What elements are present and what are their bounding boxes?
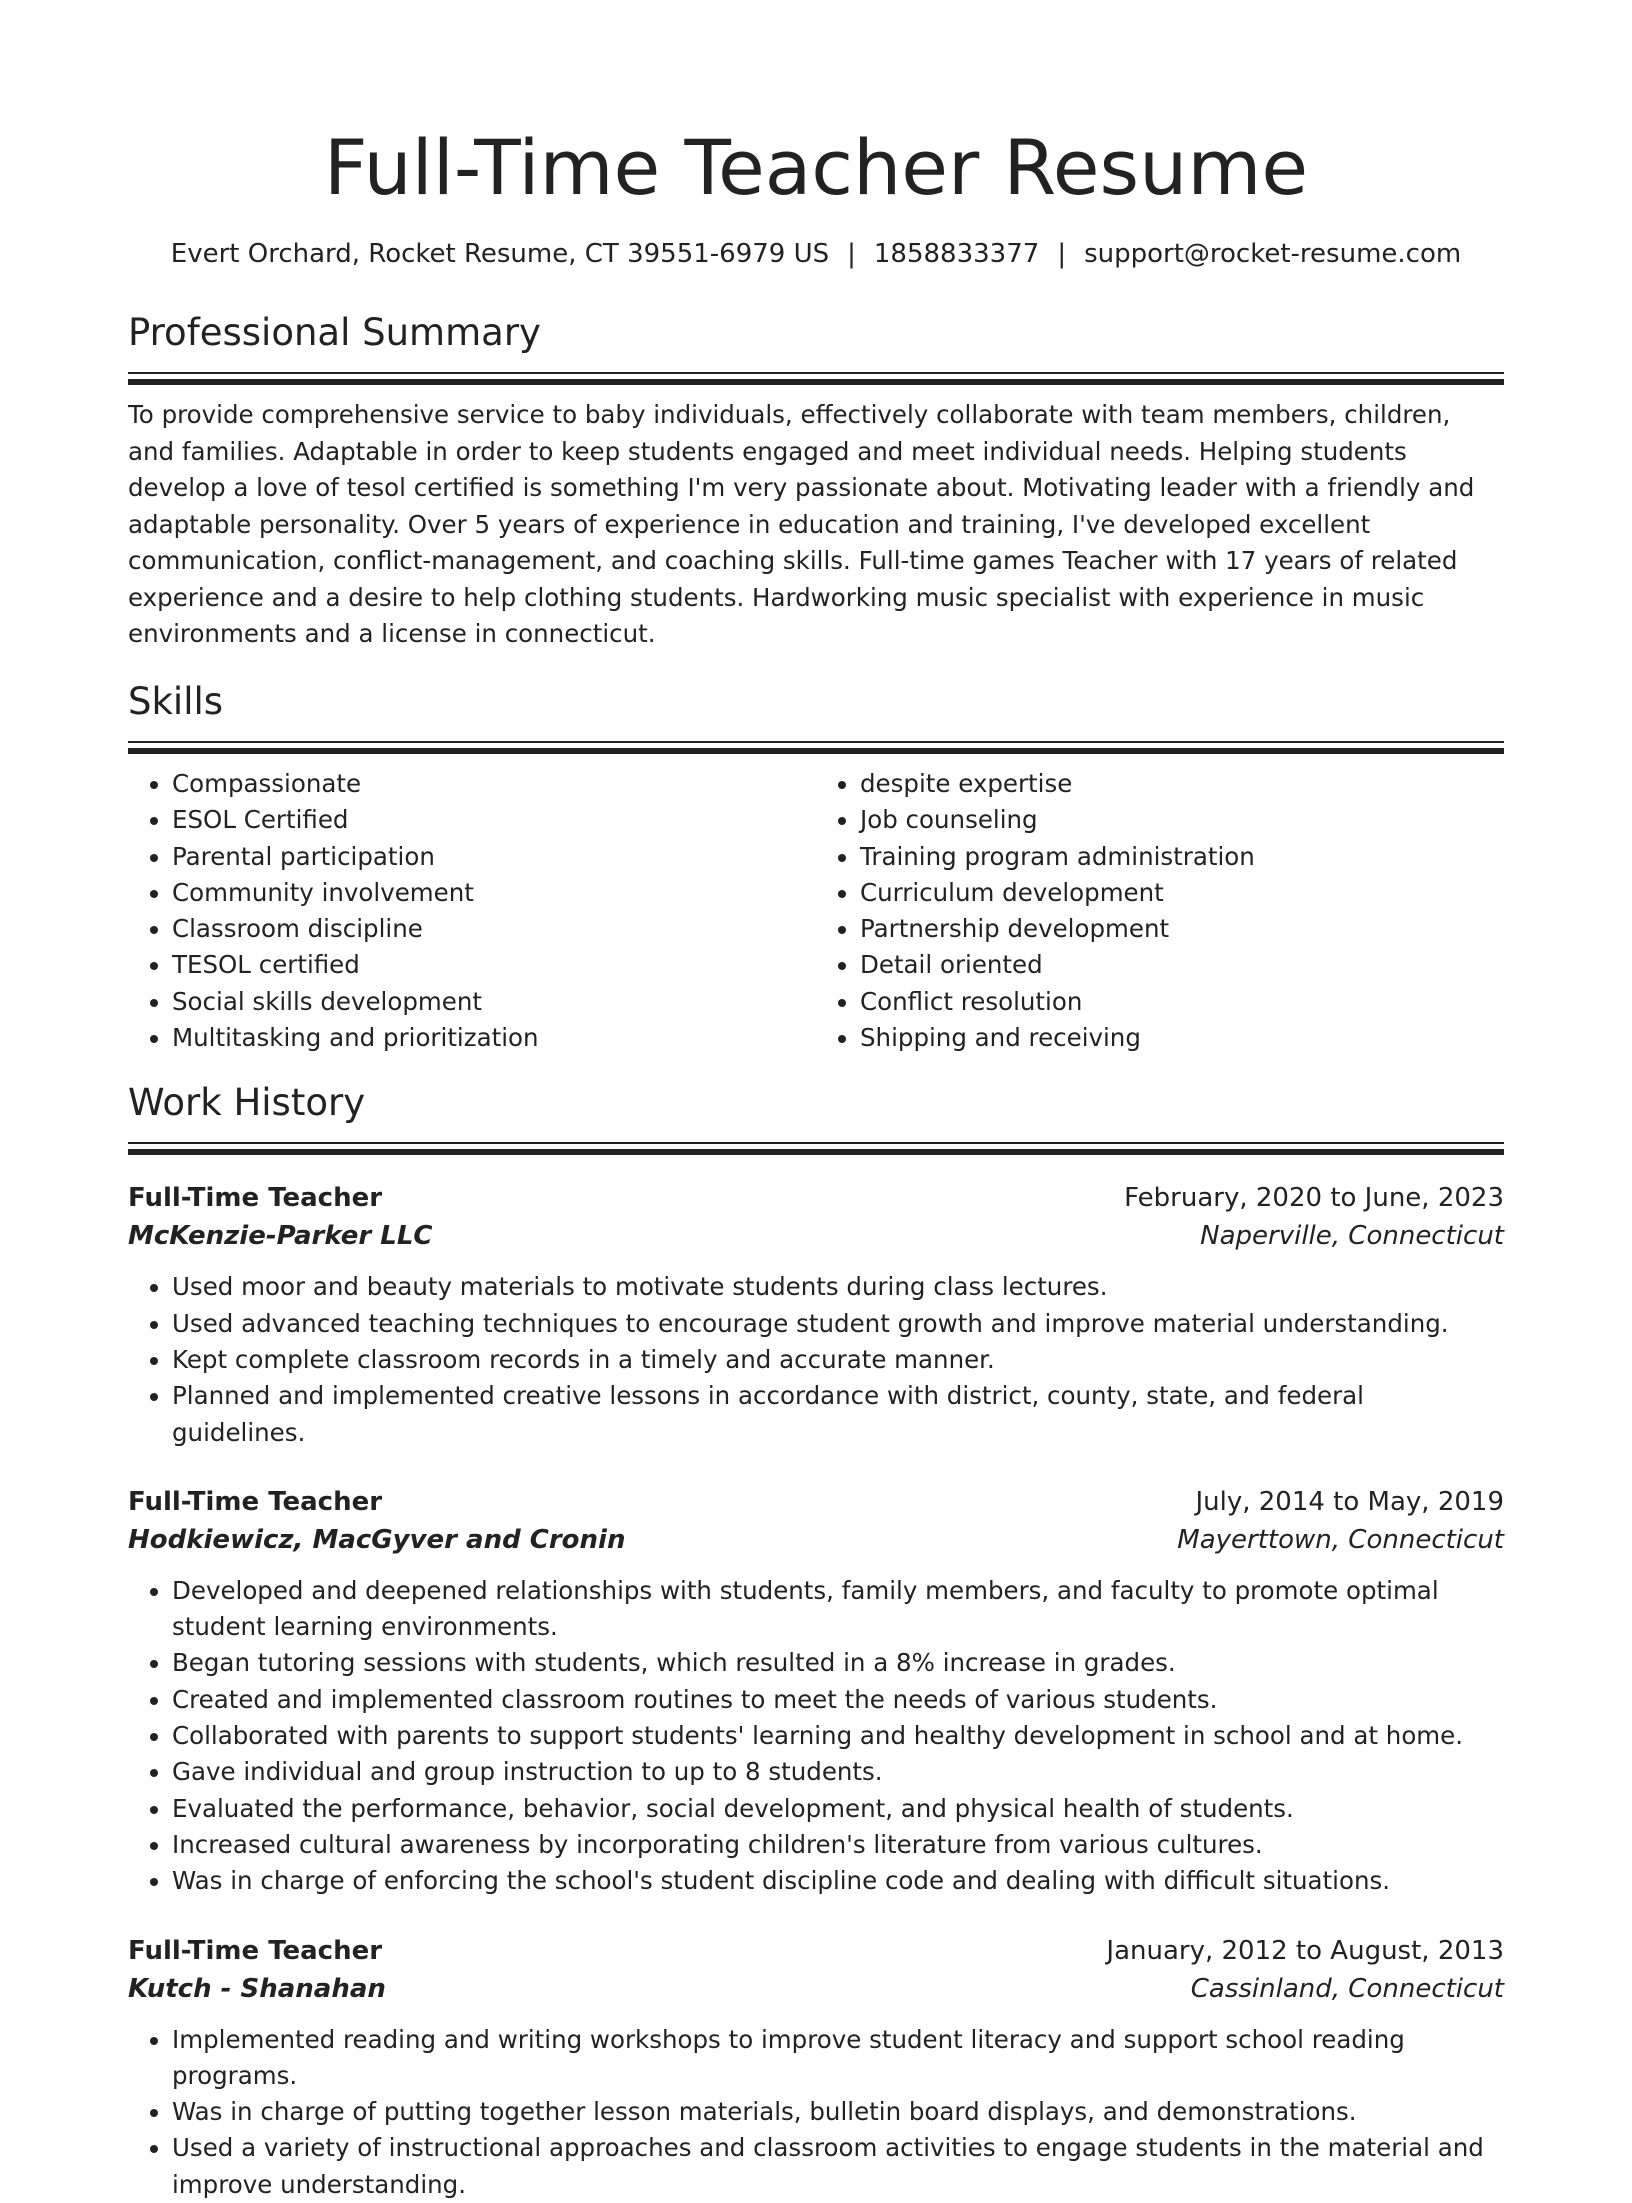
skill-item: • Job counseling: [860, 802, 1504, 838]
job-dates: July, 2014 to May, 2019: [1195, 1486, 1504, 1517]
professional-summary-section: [128, 308, 1504, 653]
skills-section: [128, 677, 1504, 1056]
skill-item: • Classroom discipline: [172, 911, 816, 947]
job-header: [128, 1932, 1504, 1970]
job-bullet: • Was in charge of enforcing the school's student discipline code and dealing with difficult situations.: [172, 1863, 1504, 1899]
skill-item: • Curriculum development: [860, 875, 1504, 911]
job-header: [128, 1483, 1504, 1521]
resume-title: Full-Time Teacher Resume: [323, 123, 1309, 212]
job-bullet: • Increased cultural awareness by incorporating children's literature from various cultures.: [172, 1827, 1504, 1863]
job-bullets: [128, 2022, 1504, 2203]
job-bullet: • Used advanced teaching techniques to encourage student growth and improve material understanding.: [172, 1306, 1504, 1342]
job-bullet: • Used moor and beauty materials to motivate students during class lectures.: [172, 1269, 1504, 1305]
job-bullet: • Collaborated with parents to support students' learning and healthy development in school and at home.: [172, 1718, 1504, 1754]
job-bullet: • Created and implemented classroom routines to meet the needs of various students.: [172, 1682, 1504, 1718]
section-divider: [128, 1142, 1504, 1155]
job-company: Kutch - Shanahan: [128, 1973, 386, 2004]
section-title-summary: Professional Summary: [128, 311, 541, 354]
contact-line: [128, 236, 1504, 272]
skill-item: • Compassionate: [172, 766, 816, 802]
section-title-skills: Skills: [128, 680, 224, 723]
job-header: [128, 1179, 1504, 1217]
skill-item: • Training program administration: [860, 839, 1504, 875]
skills-column-right: [816, 766, 1504, 1056]
skill-item: • Multitasking and prioritization: [172, 1020, 816, 1056]
job-bullets: [128, 1269, 1504, 1450]
job-subheader: [128, 1217, 1504, 1255]
section-divider: [128, 741, 1504, 754]
job-company: Hodkiewicz, MacGyver and Cronin: [128, 1524, 626, 1555]
contact-separator: |: [1057, 239, 1067, 269]
contact-phone: 1858833377: [873, 239, 1040, 269]
job-bullet: • Used a variety of instructional approaches and classroom activities to engage students in the material and improve understanding.: [172, 2130, 1504, 2203]
contact-email[interactable]: support@rocket-resume.com: [1084, 239, 1462, 269]
section-title-work: Work History: [128, 1081, 366, 1125]
job-title: Full-Time Teacher: [128, 1486, 383, 1517]
contact-separator: |: [847, 239, 856, 269]
job-bullets: [128, 1573, 1504, 1900]
job-bullet: • Gave individual and group instruction to up to 8 students.: [172, 1754, 1504, 1790]
job-bullet: • Implemented reading and writing workshops to improve student literacy and support school reading programs.: [172, 2022, 1504, 2095]
job-entry: [128, 1179, 1504, 1450]
job-title: Full-Time Teacher: [128, 1935, 383, 1966]
job-bullet: • Was in charge of putting together lesson materials, bulletin board displays, and demonstrations.: [172, 2094, 1504, 2130]
skill-item: • Social skills development: [172, 984, 816, 1020]
skill-item: • ESOL Certified: [172, 802, 816, 838]
work-history-section: [128, 1078, 1504, 2203]
skills-list: [128, 766, 1504, 1056]
job-dates: January, 2012 to August, 2013: [1106, 1935, 1504, 1966]
summary-text: To provide comprehensive service to baby individuals, effectively collaborate with team members, children, and families. Adaptable in order to keep students engaged and meet individual needs. Helping students develop a love of tesol certified is something I'm very passionate about. Motivating leader with a friendly and adaptable personality. Over 5 years of experience in education and training, I've developed excellent communication, conflict-management, and coaching skills. Full-time games Teacher with 17 years of related experience and a desire to help clothing students. Hardworking music specialist with experience in music environments and a license in connecticut.: [128, 400, 1475, 648]
skill-item: • Conflict resolution: [860, 984, 1504, 1020]
job-bullet: • Evaluated the performance, behavior, social development, and physical health of students.: [172, 1791, 1504, 1827]
job-dates: February, 2020 to June, 2023: [1124, 1183, 1504, 1214]
job-location: Mayerttown, Connecticut: [1177, 1524, 1504, 1555]
skill-item: • Community involvement: [172, 875, 816, 911]
job-title: Full-Time Teacher: [128, 1183, 383, 1214]
section-divider: [128, 372, 1504, 385]
job-location: Naperville, Connecticut: [1200, 1221, 1504, 1252]
job-bullet: • Developed and deepened relationships with students, family members, and faculty to promote optimal student learning environments.: [172, 1573, 1504, 1646]
job-bullet: • Began tutoring sessions with students, which resulted in a 8% increase in grades.: [172, 1645, 1504, 1681]
skill-item: • Shipping and receiving: [860, 1020, 1504, 1056]
job-bullet: • Kept complete classroom records in a timely and accurate manner.: [172, 1342, 1504, 1378]
contact-address: Evert Orchard, Rocket Resume, CT 39551-6979 US: [170, 239, 830, 269]
job-company: McKenzie-Parker LLC: [128, 1221, 433, 1252]
job-bullet: • Planned and implemented creative lessons in accordance with district, county, state, and federal guidelines.: [172, 1378, 1504, 1451]
job-location: Cassinland, Connecticut: [1190, 1973, 1504, 2004]
job-subheader: [128, 1970, 1504, 2008]
skill-item: • despite expertise: [860, 766, 1504, 802]
skill-item: • Parental participation: [172, 839, 816, 875]
job-entry: [128, 1932, 1504, 2203]
skill-item: • TESOL certified: [172, 947, 816, 983]
skill-item: • Detail oriented: [860, 947, 1504, 983]
job-subheader: [128, 1521, 1504, 1559]
skill-item: • Partnership development: [860, 911, 1504, 947]
skills-column-left: [128, 766, 816, 1056]
job-entry: [128, 1483, 1504, 1900]
